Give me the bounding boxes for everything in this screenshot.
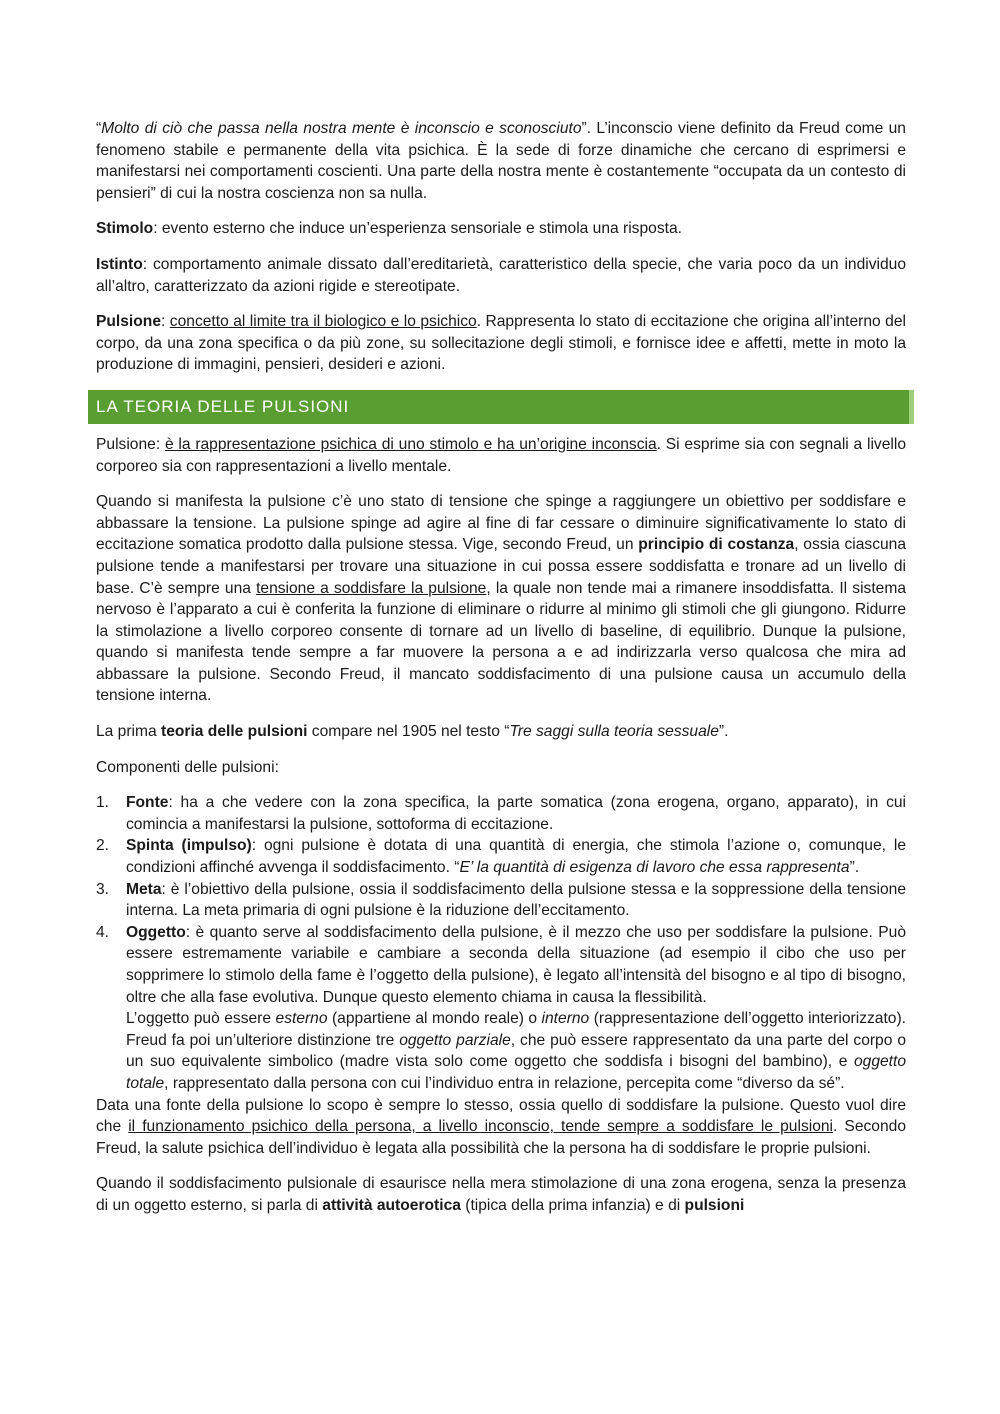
underlined-phrase: tensione a soddisfare la pulsione <box>256 579 487 597</box>
section-heading: LA TEORIA DELLE PULSIONI <box>88 390 914 424</box>
paragraph-prima-teoria: La prima teoria delle pulsioni compare nel 1905 nel testo “Tre saggi sulla teoria sessuale”. <box>96 723 729 741</box>
underlined-phrase: il funzionamento psichico della persona, a livello inconscio, tende sempre a soddisfare le pulsioni <box>128 1118 834 1136</box>
definition-istinto: Istinto: comportamento animale dissato dall’ereditarietà, caratteristico della specie, che varia poco da un individuo all’altro, caratterizzato da azioni rigide e stereotipate. <box>96 255 906 295</box>
list-item-spinta: 2. Spinta (impulso): ogni pulsione è dotata di una quantità di energia, che stimola l’azione o, comunque, le condizioni affinché avvenga il soddisfacimento. “E’ la quantità di esigenza di lavoro che essa rappresenta”. <box>96 837 906 877</box>
paragraph-pulsione-definizione: Pulsione: è la rappresentazione psichica di uno stimolo e ha un’origine inconscia. Si esprime sia con segnali a livello corporeo sia con rappresentazioni a livello mentale. <box>96 435 906 475</box>
list-item-fonte: 1. Fonte: ha a che vedere con la zona specifica, la parte somatica (zona erogena, organo, apparato), in cui comincia a manifestarsi la pulsione, sottoforma di eccitazione. <box>96 794 906 833</box>
document-page <box>96 118 906 1231</box>
underlined-phrase: concetto al limite tra il biologico e lo psichico <box>169 313 477 331</box>
list-item-oggetto: 4. Oggetto: è quanto serve al soddisfacimento della pulsione, è il mezzo che uso per soddisfare la pulsione. Può essere estremamente variabile e cambiare a seconda della situazione (ad esempio il cibo che uso per sopprimere lo stimolo della fame è l’oggetto della pulsione), è legato all’intensità del bisogno e al tipo di bisogno, oltre che alla fase evolutiva. Dunque questo elemento chiama in causa la flessibilità. L’oggetto può essere esterno (appartiene al mondo reale) o interno (rappresentazione dell’oggetto interiorizzato). Freud fa poi un’ulteriore distinzione tre oggetto parziale, che può essere rappresentato da una parte del corpo o un suo equivalente simbolico (madre vista solo come oggetto che soddisfa i bisogni del bambino), e oggetto totale, rappresentato dalla persona con cui l’individuo entra in relazione, percepita come “diverso da sé”. <box>96 922 906 1095</box>
list-item-oggetto-continuation: L’oggetto può essere esterno (appartiene al mondo reale) o interno (rappresentazione dell’oggetto interiorizzato). Freud fa poi un’ulteriore distinzione tre oggetto parziale, che può essere rappresentato da una parte del corpo o un suo equivalente simbolico (madre vista solo come oggetto che soddisfa i bisogni del bambino), e oggetto totale, rappresentato dalla persona con cui l’individuo entra in relazione, percepita come “diverso da sé”. <box>126 1010 907 1092</box>
underlined-phrase: è la rappresentazione psichica di uno stimolo e ha un’origine inconscia <box>164 435 657 453</box>
definition-stimolo: Stimolo: evento esterno che induce un’esperienza sensoriale e stimola una risposta. <box>96 220 682 238</box>
paragraph-tensione: Quando si manifesta la pulsione c’è uno stato di tensione che spinge a raggiungere un obiettivo per soddisfare e abbassare la tensione. La pulsione spinge ad agire al fine di far cessare o diminuire significativamente lo stato di eccitazione somatica prodotto dalla pulsione stessa. Vige, secondo Freud, un principio di costanza, ossia ciascuna pulsione tende a manifestarsi per trovare una situazione in cui possa essere soddisfatta e tronare ad un livello di base. C’è sempre una tensione a soddisfare la pulsione, la quale non tende mai a rimanere insoddisfatta. Il sistema nervoso è l’apparato a cui è conferita la funzione di eliminare o ridurre al minimo gli stimoli che gli giungono. Ridurre la stimolazione a livello corporeo consente di tornare ad un livello di baseline, di equilibrio. Dunque la pulsione, quando si manifesta tende sempre a far muovere la persona a e ad indirizzarla verso qualcosa che mira ad abbassare la pulsione. Secondo Freud, il mancato soddisfacimento di una pulsione causa un accumulo della tensione interna. <box>96 493 907 705</box>
components-intro: Componenti delle pulsioni: <box>96 758 279 776</box>
paragraph-inconscio: “Molto di ciò che passa nella nostra mente è inconscio e sconosciuto”. L’inconscio viene definito da Freud come un fenomeno stabile e permanente della vita psichica. È la sede di forze dinamiche che cercano di esprimersi e manifestarsi nei comportamenti coscienti. Una parte della nostra mente è costantemente “occupata da un contesto di pensieri” di cui la nostra coscienza non sa nulla. <box>96 120 906 202</box>
definition-pulsione: Pulsione: concetto al limite tra il biologico e lo psichico. Rappresenta lo stato di eccitazione che origina all’interno del corpo, da una zona specifica o da più zone, su sollecitazione degli stimoli, e fornisce idee e affetti, mette in moto la produzione di immagini, pensieri, desideri e azioni. <box>96 313 906 374</box>
term-stimolo: Stimolo <box>96 220 154 238</box>
bold-teoria-pulsioni: teoria delle pulsioni <box>161 723 308 741</box>
paragraph-autoerotica: Quando il soddisfacimento pulsionale di esaurisce nella mera stimolazione di una zona erogena, senza la presenza di un oggetto esterno, si parla di attività autoerotica (tipica della prima infanzia) e di pulsioni <box>96 1175 906 1214</box>
bold-principio-costanza: principio di costanza <box>638 536 795 554</box>
term-istinto: Istinto <box>96 255 143 273</box>
term-pulsione: Pulsione <box>96 313 161 331</box>
freud-quote: Molto di ciò che passa nella nostra mente è inconscio e sconosciuto <box>101 120 582 137</box>
paragraph-fonte-scopo: Data una fonte della pulsione lo scopo è sempre lo stesso, ossia quello di soddisfare la pulsione. Questo vuol dire che il funzionamento psichico della persona, a livello inconscio, tende sempre a soddisfare le pulsioni. Secondo Freud, la salute psichica dell’individuo è legata alla possibilità che la persona ha di soddisfare le proprie pulsioni. <box>96 1096 906 1157</box>
components-list <box>96 792 906 1094</box>
list-item-meta: 3. Meta: è l’obiettivo della pulsione, ossia il soddisfacimento della pulsione stessa e la soppressione della tensione interna. La meta primaria di ogni pulsione è la riduzione dell’eccitamento. <box>96 880 906 920</box>
bold-attivita-autoerotica: attività autoerotica <box>322 1196 461 1214</box>
bold-pulsioni: pulsioni <box>684 1196 745 1214</box>
book-title: Tre saggi sulla teoria sessuale <box>509 723 719 741</box>
